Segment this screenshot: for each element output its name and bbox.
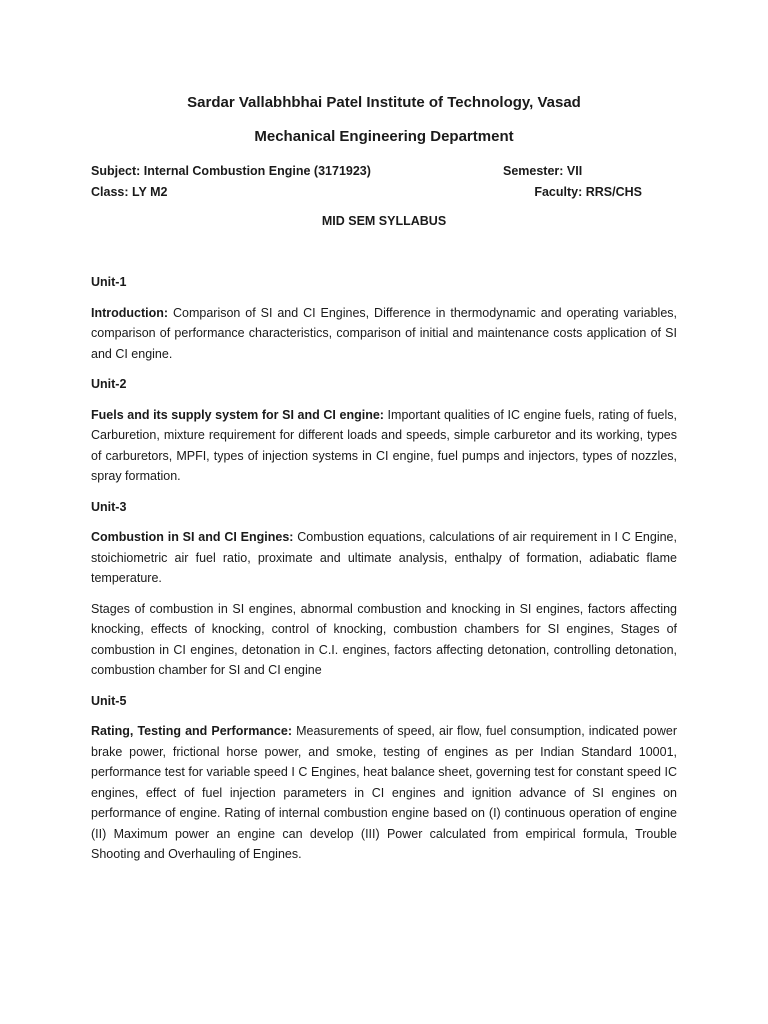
topic-lead: Combustion in SI and CI Engines: [91,530,294,544]
topic-text: Comparison of SI and CI Engines, Difference in thermodynamic and operating variables, comparison of performance characteristics, comparison of initial and maintenance costs application of SI and CI engine. [91,305,677,361]
syllabus-heading: MID SEM SYLLABUS [321,214,447,228]
topic-lead: Introduction: [91,305,169,320]
unit-section [91,497,677,681]
subject-label: Subject: Internal Combustion Engine (3171923) [91,164,371,178]
unit-section [91,374,677,487]
unit-heading: Unit-1 [91,275,127,289]
unit-heading: Unit-5 [91,693,127,708]
unit-heading: Unit-2 [91,377,127,391]
semester-label: Semester: VII [503,164,583,178]
unit-paragraph [91,303,677,365]
topic-text: Stages of combustion in SI engines, abnormal combustion and knocking in SI engines, factors affecting knocking, effects of knocking, control of knocking, combustion chambers for SI engines, Stages of combustion in CI engines, detonation in C.I. engines, factors affecting detonation, controlling detonation, combustion chamber for SI and CI engine [91,601,677,677]
unit-section [91,272,677,364]
topic-text: Measurements of speed, air flow, fuel consumption, indicated power brake power, frictional horse power, and smoke, testing of engines as per Indian Standard 10001, performance test for variable speed I C Engines, heat balance sheet, governing test for constant speed IC engines, effect of fuel injection parameters in CI engines and ignition advance of SI engines on performance of engine. Rating of internal combustion engine based on (I) continuous operation of engine (II) Maximum power an engine can develop (III) Power calculated from empirical formula, Trouble Shooting and Overhauling of Engines. [91,724,677,861]
unit-paragraph [91,721,677,865]
unit-section [91,691,677,865]
class-label: Class: LY M2 [91,185,168,199]
department-title: Mechanical Engineering Department [254,128,514,145]
topic-lead: Rating, Testing and Performance: [91,724,292,738]
syllabus-body [91,272,677,875]
topic-text: Important qualities of IC engine fuels, rating of fuels, Carburetion, mixture requirement for different loads and speeds, simple carburetor and its working, types of carburetors, MPFI, types of injection systems in CI engine, fuel pumps and injectors, types of nozzles, spray formation. [91,407,677,483]
topic-lead: Fuels and its supply system for SI and CI engine: [91,407,384,422]
unit-paragraph [91,527,677,589]
unit-paragraph [91,599,677,681]
unit-heading: Unit-3 [91,499,127,514]
faculty-label: Faculty: RRS/CHS [534,185,642,199]
institute-title: Sardar Vallabhbhai Patel Institute of Technology, Vasad [187,94,581,111]
topic-text: Combustion equations, calculations of air requirement in I C Engine, stoichiometric air fuel ratio, proximate and ultimate analysis, enthalpy of formation, adiabatic flame temperature. [91,530,677,585]
unit-paragraph [91,405,677,487]
